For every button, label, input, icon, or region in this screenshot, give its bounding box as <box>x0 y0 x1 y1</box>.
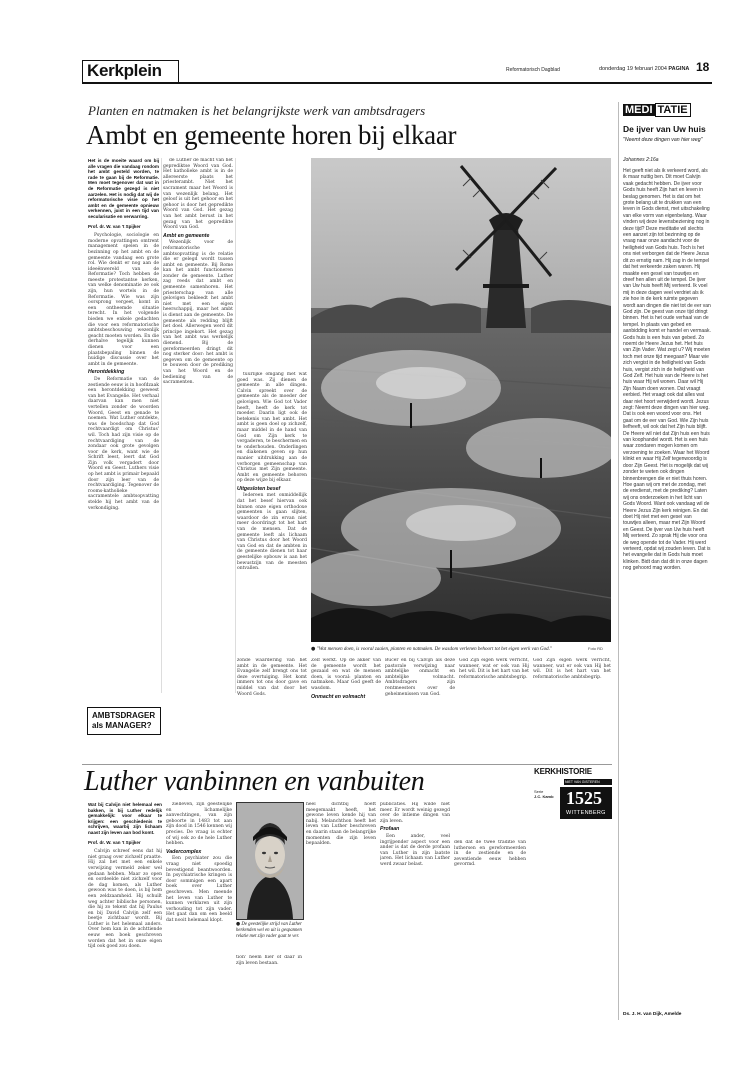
article2-column-2 <box>166 802 232 1026</box>
kerkhistorie-sublabel: NIET VAN GISTEREN <box>564 779 612 785</box>
section-masthead <box>82 60 179 84</box>
caption-text: "Wat mensen doen, is vooral zaaien, planten en natmaken. De wasdom verlenen behoort tot het eigen werk van God." <box>316 647 552 652</box>
article1-body-1: Psychologie, sociologie en moderne opvattingen omtrent management spelen in de bezinning op het ambt en de gemeente vandaag een grote rol. Wie denkt er nog aan de ideeënwereld van de Reformatie? Toch hebben de meeste protestantse kerken, van welke denominatie ze ook zijn, hun wortels in de Reformatie. Wie was zijn oorsprong vergeet, komt in een ontheemde situatie terecht. In het volgende bieden we enkele gedachten die voor een reformatorische ambtsbeschouwing wezenlijk geacht moeten worden. En die derhalve tegelijk kunnen dienen voor een plaatsbepaling binnen de huidige discussie over het ambt in de gemeente. <box>88 233 159 367</box>
section-title: Kerkplein <box>87 61 162 80</box>
article1-body-2: de Luther de macht van het geprediktse Woord van God. Het katholieke ambt is in de allereerste plaats het priesterambt. Niet het sacrament maar het Woord is van wezenlijk belang. Het geloof is uit het gehoor en het gehoor is door het gepredikte Woord van God. Het gezag van het ambt berust in het gezag van het gepredikte Woord van God. <box>163 158 233 231</box>
article1-body-3b: Iedereen met onmiddellijk dat het besef hiervan ook binnen onze eigen orthodoxe gemeenten is gaan slijten, waardoor de zin ervan niet meer doordringt tot het hart van de mensen. Dat de gemeente leeft als lichaam van Christus door het Woord van God en dat de ambten in de gemeente dienen tot haar geestelijke opbouw is aan het bewustzijn van de meesten ontvallen. <box>237 493 307 572</box>
article2-column-4 <box>306 802 376 1026</box>
meditatie-body-text: Het geeft niet als ik verkeerd word, als ik maar nuttig ben. Dit moet Calvijn vaak gedacht hebben. De ijver voor Gods huis heeft Zijn hart en leven in beslag genomen. Het is dat om het grote belang uit te drukken van een leven in Gods dienst, met uitschakeling van elke vorm van eigenbelang. Waar vinden wij deze levensbeziening nog in deze tijd? Deze meditatie wil slechts een aanzet zijn tot bezinning op de vraag naar onze aandacht voor de heiligheid van Gods huis. Toch is het ons niet verborgen dat de Heere Jezus dit zo ernstig nam. Hij zag in de tempel dat het verkeerde zaken waren. Hij maakte een gesel van touwtjes en dreef hen allen uit de tempel. De ijver van Uw huis heeft Mij verteerd. Ik voel mij in deze dagen veel verdriet als ik zie hoe in de kerk ruimte gegeven wordt aan dingen die niet tot de eer van God zijn. De geest van onze tijd dringt binnen. Het is het oude verhaal van de tempel. In plaats van gebed en aanbidding komt er handel en vermaak. Gods huis is een huis van gebed. Zo noemt de Heere Jezus het. Het huis van Zijn Vader. Wat zegt u? Wij moeten toch met onze tijd meegaan? Maar wie zich vergist in de heiligheid van Gods huis, vergist zich in de heiligheid van God Zelf. Het huis van de Heere is het huis waar Hij wil wonen. Daar wil Hij Zijn Naam doen wonen. Dat vraagt eerbied. Het vraagt ook dat alles wat daar niet hoort verwijderd wordt. Jezus zegt: Neemt deze dingen van hier weg. Dat is ook een woord voor ons. Het gaat om de eer van God. Wie Zijn huis liefheeft, wil ook dat het Zijn huis blijft. De Heere wil niet dat Zijn huis een huis van koophandel wordt. Het is een huis waar zondaren mogen komen om verzoening te zoeken. Waar het Woord klinkt en waar Hij Zelf tegenwoordig is door Zijn Geest. Het is mogelijk dat wij zonder te weten ook dingen binnenbrengen die er niet thuis horen. Hoe gaan wij om met de zondag, met de eredienst, met de prediking? Laten wij ons onderzoeken in het licht van Gods Woord. Want ook vandaag wil de Heere Jezus Zijn kerk reinigen. En dat doet Hij niet met een gesel van touwtjes alleen, maar met Zijn Woord en Geest. De ijver van Uw huis heeft Mij verteerd. Zo sprak Hij die voor ons de weg opende tot de Vader. Hij werd verteerd, opdat wij zouden leven. Dat is het evangelie dat in Gods huis moet klinken. Bidt dan dat dit in onze dagen nog gehoord mag worden. <box>623 168 711 572</box>
header-date <box>599 66 689 72</box>
article1-column-1 <box>88 158 159 693</box>
article2-column-1 <box>88 802 162 1026</box>
article2-body-6: den dat de twee traditie van luthersen en gereformeerden in de zestiende en de zeventiende eeuw hebben gevormd. <box>454 840 526 868</box>
article2-body-2b: Een psychiater zou die vraag niet spoedig bevestigend beantwoorden. In psychiatrische kringen is door sommigen een apart boek over Luther geschreven. Men meende het leven van Luther te kunnen verklaren uit zijn verhouding tot zijn vader. Het gaat dan om een beeld dat nooit helemaal klopt. <box>166 856 232 923</box>
page-label: PAGINA <box>668 66 690 72</box>
article1-kicker: Planten en natmaken is het belangrijkste werk van ambtsdragers <box>88 103 426 118</box>
article2-column-5 <box>380 802 450 1026</box>
article2-headline: Luther vanbinnen en vanbuiten <box>84 766 425 797</box>
article2-top-rule <box>82 764 612 765</box>
header-rule <box>82 82 712 84</box>
luther-portrait <box>236 802 304 920</box>
newspaper-name: Reformatorisch Dagblad <box>506 67 560 73</box>
article2-column-6 <box>454 840 526 1026</box>
windmill-photo <box>311 158 611 642</box>
article1-bottom-2: Zelf werkt. Op de akker van de gemeente wordt het gezaaid en wat de mensen doen, is vooral: planten en natmaken. Maar God geeft de wasdom. <box>311 658 381 691</box>
article1-subhead-3: Uitgesloten besef <box>237 485 281 492</box>
meditatie-label-prefix: MEDI <box>625 104 653 116</box>
photo-credit: Foto RD <box>588 646 603 651</box>
article1-bottom-5: God Zijn eigen werk verricht, wanneer, wat er ook van Hij het wil. Dit is het hart van het reformatorische ambtsbegrip. <box>533 658 611 680</box>
meditatie-label <box>623 104 691 118</box>
year-place: WITTENBERG <box>566 810 606 816</box>
article1-body-1b: De Reformatie van de zestiende eeuw is in hoofdzaak een herontdekking geweest van het Evangelie. Het verhaal daarvan kan men niet vertellen zonder de woorden Woord, Geest en genade te noemen. Wat Luther ontdekte, was de boodschap dat God rechtvaardigt om Christus' wil. Toch had zijn visie op de rechtvaardiging van de zondaar ook grote gevolgen voor de kerk, want wie de Schrift leest, leert dat God Zijn volk vergadert door Woord en Geest. Luthers visie op het ambt is primair bepaald door zijn leer van de rechtvaardiging. Tegenover de rooms-katholieke sacramentele ambtsopvatting stelde hij het ambt van de verkondiging. <box>88 376 159 511</box>
meditatie-divider <box>618 102 619 1020</box>
article1-body-3: tuurlijke omgang met wat goed was. Zij dienen de gemeente in alle dingen. Calvin spreekt over de gemeente als de moeder der gelovigen. Wie God tot Vader heeft, heeft de kerk tot moeder. Daarin ligt ook de betekenis van het ambt. Het ambt is geen doel op zichzelf, maar middel in de hand van God om Zijn kerk te vergaderen, te beschermen en te onderhouden. Onderlingen en diakenen geven op hun manier uitdrukking aan de verborgen gemeenschap van Christus met Zijn gemeente. Ambt en gemeente behoren op deze wijze bij elkaar. <box>237 372 307 484</box>
photo-caption <box>311 646 611 652</box>
luther-caption <box>236 922 302 939</box>
meditatie-body <box>623 168 711 1010</box>
article1-subhead-2: Ambt en gemeente <box>163 232 210 239</box>
article1-bottom-3: Bucer en bij Calvijn als deze pastorale verwijzing naar ambtelijke onmacht en ambtelijke volmacht. Ambtsdragers zijn rentmeesters over de geheimenissen van God. <box>385 658 455 697</box>
article2-column-3 <box>236 955 302 1025</box>
article1-body-2b: Wezenlijk voor de reformatorische ambtsopvatting is de relatie die er gelegd wordt tussen ambt en gemeente. Bij Rome kan het ambt functioneren zonder de gemeente. Luther zag reeds dat ambt en gemeente samenhoren. Het priesterschap van alle gelovigen bekleedt het ambt niet met een eigen heerschappij, maar het ambt is dienst aan de gemeente. De gemeente als redding blijft het doel. Allerwegen werd dit principe ingekort. Het gezag van het ambt was werkelijk dienend. Bij de gereformeerden dringt dit nog sterker door: het ambt is gegeven om de gemeente op te bouwen door de prediking van het Woord en de bediening van de sacramenten. <box>163 240 233 386</box>
meditatie-author: Ds. J. H. van Dijk, Amelde <box>623 1012 682 1017</box>
series-label <box>534 789 554 799</box>
article2-subhead-1: Vadercomplex <box>166 848 202 855</box>
article1-bottom-col-1 <box>237 658 307 700</box>
article1-bottom-4: God Zijn eigen werk verricht, wanneer, wat er ook van Hij het wil. Dit is het hart van het reformatorische ambtsbegrip. <box>459 658 529 680</box>
article1-column-3 <box>237 372 307 693</box>
luther-caption-text: De geestelijke strijd van Luther herkenden wel en uit is gespannen relatie met zijn vader gaat te ver. <box>236 922 302 939</box>
article1-subhead-4: Onmacht en volmacht <box>311 693 366 700</box>
callout-line-2: als MANAGER? <box>92 721 152 730</box>
article1-intro: Het is de moeite waard om bij alle vragen die vandaag rondom het ambt gesteld worden, te rade te gaan bij de Reformatie. Men moet tegenover dat wat in de Reformatie gezegd is niet aarzelen. Het is nodig dat wij de reformatorische visie op het ambt en de gemeente opnieuw verkennen, juist in een tijd van secularisatie en verwarring. <box>88 158 159 219</box>
article2-intro: Wat bij Calvijn niet helemaal een bakken, is bij Luther redelijk gemakkelijk: voor elkaar te krijgen: een geschiedenis te schrijven, waarbij zijn lichaam naast zijn leven aan bod komt. <box>88 802 162 835</box>
col-divider-2 <box>235 158 236 693</box>
article1-bottom-col-5 <box>533 658 611 700</box>
luther-caption-bullet-icon: ● <box>236 922 241 927</box>
windmill-photo-graphic <box>311 158 611 642</box>
article2-byline: Prof. dr. W. van 't Spijker <box>88 839 141 845</box>
col-divider-1 <box>161 158 162 693</box>
article1-bottom-col-4 <box>459 658 529 700</box>
article2-body-5: publicaties. Hij wilde niet meer. Er wordt weinig gezegd over de intieme dingen van zijn leven. <box>380 802 450 824</box>
article2-body-5b: Een ander, veel ingrijpender aspect voor een ander is dat de derde profaan van Luther in zijn laatste jaren. Het lichaam van Luther werd zwaar belast. <box>380 833 450 867</box>
article2-body-1: Calvijn schreef eens dat hij niet graag over zichzelf praatte. Hij zal het met een enkele verwijzing vermeld zeker wel gedaan hebben. Maar zo open en oordeelde niet zichzelf voor de dag komen, als Luther gewoon was te doen, is bij hem een zeldzaamheid. Hij schuilt weg achter biblische personen, die hij zo tekent dat hij Paulus en bij David Calvijn zelf een beetje zichtbaar wordt. Bij Luther is het helemaal anders. Over hem kan in de achttiende eeuw een boek geschreven worden dat het in onze eigen tijd ook goed zou doen. <box>88 849 162 950</box>
kerkhistorie-badge <box>534 767 612 833</box>
article1-column-2 <box>163 158 233 693</box>
article2-subhead-2: Profaan <box>380 826 400 833</box>
article1-headline: Ambt en gemeente horen bij elkaar <box>86 120 457 150</box>
kerkhistorie-label: KERKHISTORIE <box>534 767 592 776</box>
luther-portrait-graphic <box>237 803 303 919</box>
year-badge <box>560 787 612 819</box>
article1-byline: Prof. dr. W. van 't Spijker <box>88 223 141 229</box>
article1-subhead-1: Herontdekking <box>88 369 125 376</box>
article2-body-2: zielleven, zijn geestelijke en lichamelijke aanvechtingen, van zijn geboorte in 1483 tot aan zijn dood in 1546 kennen wij precies. De vraag is echter of wij ook zo de hele Luther hebben. <box>166 802 232 847</box>
meditatie-title: De ijver van Uw huis <box>623 124 706 134</box>
caption-bullet-icon: ● <box>311 646 316 652</box>
article2-body-4: heel dichtbij hoeft meegemaakt heeft, het gewone leven kende hij van nabij. Melanchthon heeft het leven van Luther beschreven en daarin staan de belangrijke momenten die zijn leven bepaalden. <box>306 802 376 847</box>
series-label-text: Serie <box>534 789 544 794</box>
date-text: donderdag 19 februari 2004 <box>599 66 667 72</box>
article2-body-3: tion' heem hier of daar in zijn leven bestaan. <box>236 955 302 966</box>
page-number: 18 <box>696 60 710 74</box>
article1-bottom-col-2 <box>311 658 381 700</box>
article1-bottom-col-3 <box>385 658 455 700</box>
meditatie-quote: "Neemt deze dingen van hier weg" <box>623 137 703 143</box>
meditatie-reference: Johannes 2:16a <box>623 157 659 163</box>
year-number: 1525 <box>566 788 602 808</box>
ambtsdrager-callout <box>87 707 161 735</box>
series-author: J.C. Kamb <box>534 794 554 799</box>
article1-bottom-1: zonde waardering van het ambt in de gemeente. Het Evangelie zelf brengt ons tot deze overtuiging. Het komt immers tot ons door gave en middel van dat door het Woord Gods. <box>237 658 307 697</box>
meditatie-label-suffix: TATIE <box>655 103 691 117</box>
callout-line-1: AMBTSDRAGER <box>92 711 156 720</box>
